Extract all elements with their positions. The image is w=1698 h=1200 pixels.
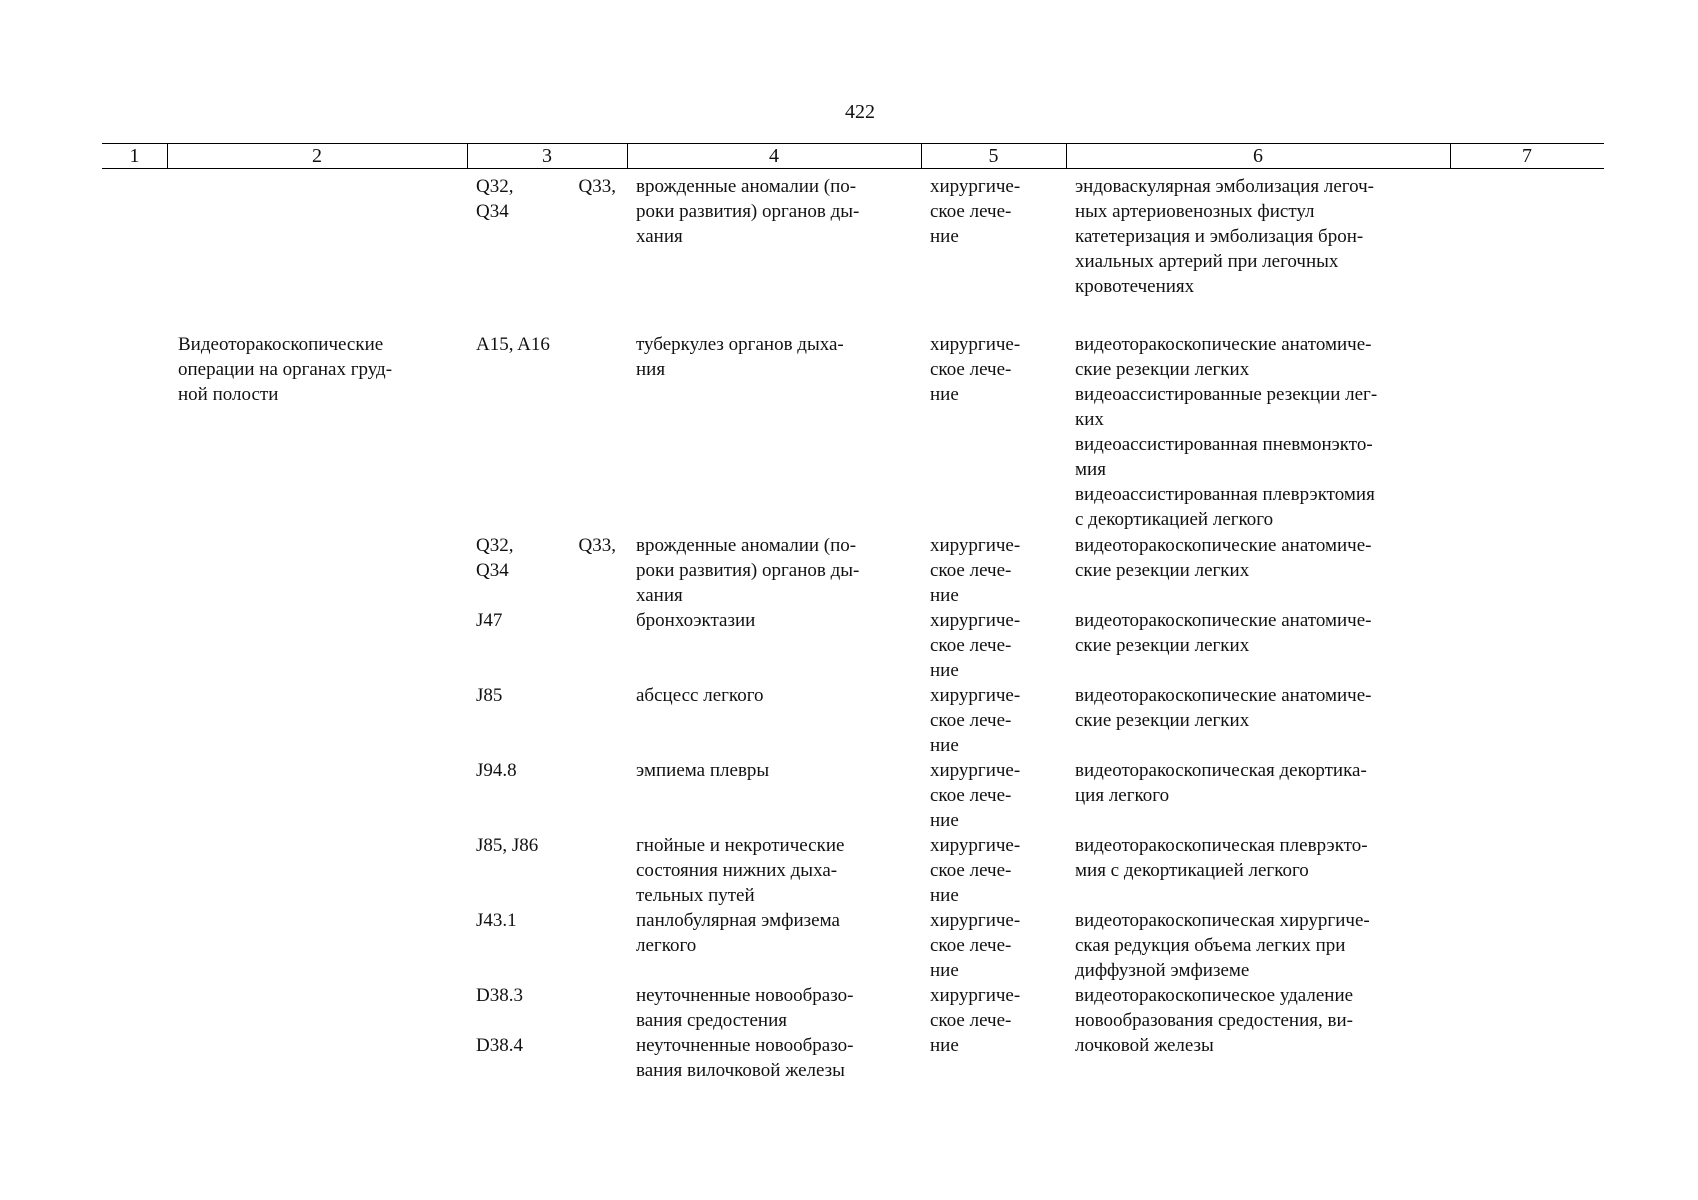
table-row-treatment: хирургиче- ское лече- ние (930, 334, 1021, 405)
table-row-diagnosis: неуточненные новообразо- вания средостения (636, 985, 854, 1031)
table-row-codes: J47 (476, 610, 503, 631)
table-row-treatment: хирургиче- ское лече- ние (930, 176, 1021, 247)
operation-group-name: Видеоторакоскопические операции на органах груд- ной полости (178, 334, 393, 405)
page-number: 422 (845, 101, 875, 123)
table-row-codes: J94.8 (476, 760, 517, 781)
table-row-methods: видеоторакоскопические анатомиче- ские резекции легких видеоассистированные резекции лег- ких видеоассистированная пневмонэкто- мия видеоассистированная плеврэктомия с декортикацией легкого (1075, 334, 1378, 530)
column-header-3: 3 (542, 145, 552, 167)
column-header-7: 7 (1522, 145, 1532, 167)
table-row-methods: эндоваскулярная эмболизация легоч- ных артериовенозных фистул катетеризация и эмболизация брон- хиальных артерий при легочных кровотечениях (1075, 176, 1374, 297)
table-row-codes: Q32, Q33, Q34 (476, 176, 616, 222)
table-row-treatment: хирургиче- ское лече- ние (930, 910, 1021, 981)
column-header-4: 4 (769, 145, 779, 167)
table-row-codes: J43.1 (476, 910, 517, 931)
table-row-treatment: хирургиче- ское лече- ние (930, 685, 1021, 756)
table-row-methods: видеоторакоскопические анатомиче- ские резекции легких (1075, 610, 1372, 656)
table-row-diagnosis: врожденные аномалии (по- роки развития) органов ды- хания (636, 176, 860, 247)
table-row-diagnosis: эмпиема плевры (636, 760, 770, 781)
table-row-treatment: хирургиче- ское лече- ние (930, 835, 1021, 906)
table-row-treatment: хирургиче- ское лече- ние (930, 610, 1021, 681)
table-row-codes: D38.3 (476, 985, 523, 1006)
column-header-2: 2 (312, 145, 322, 167)
table-row-diagnosis: гнойные и некротические состояния нижних дыха- тельных путей (636, 835, 845, 906)
table-row-diagnosis: бронхоэктазии (636, 610, 756, 631)
table-row-diagnosis: панлобулярная эмфизема легкого (636, 910, 840, 956)
table-row-diagnosis: туберкулез органов дыха- ния (636, 334, 844, 380)
table-row-treatment: хирургиче- ское лече- ние (930, 760, 1021, 831)
table-row-methods: видеоторакоскопическая хирургиче- ская редукция объема легких при диффузной эмфиземе (1075, 910, 1370, 981)
table-header-row (102, 143, 1604, 169)
table-row-methods: видеоторакоскопические анатомиче- ские резекции легких (1075, 535, 1372, 581)
table-row-diagnosis: абсцесс легкого (636, 685, 764, 706)
table-row-codes: J85, J86 (476, 835, 539, 856)
table-row-methods: видеоторакоскопическое удаление новообразования средостения, ви- лочковой железы (1075, 985, 1354, 1056)
column-header-6: 6 (1253, 145, 1263, 167)
table-row-methods: видеоторакоскопическая плеврэкто- мия с декортикацией легкого (1075, 835, 1368, 881)
table-row-codes: D38.4 (476, 1035, 523, 1056)
column-header-5: 5 (988, 145, 999, 167)
table-row-methods: видеоторакоскопические анатомиче- ские резекции легких (1075, 685, 1372, 731)
table-row-methods: видеоторакоскопическая декортика- ция легкого (1075, 760, 1367, 806)
table-row-codes: Q32, Q33, Q34 (476, 535, 616, 581)
table-row-diagnosis: неуточненные новообразо- вания вилочковой железы (636, 1035, 854, 1081)
table-row-codes: A15, A16 (476, 334, 550, 355)
table-row-diagnosis: врожденные аномалии (по- роки развития) органов ды- хания (636, 535, 860, 606)
table-row-treatment: хирургиче- ское лече- ние (930, 985, 1021, 1056)
column-header-1: 1 (129, 145, 140, 167)
table-row-treatment: хирургиче- ское лече- ние (930, 535, 1021, 606)
table-row-codes: J85 (476, 685, 503, 706)
